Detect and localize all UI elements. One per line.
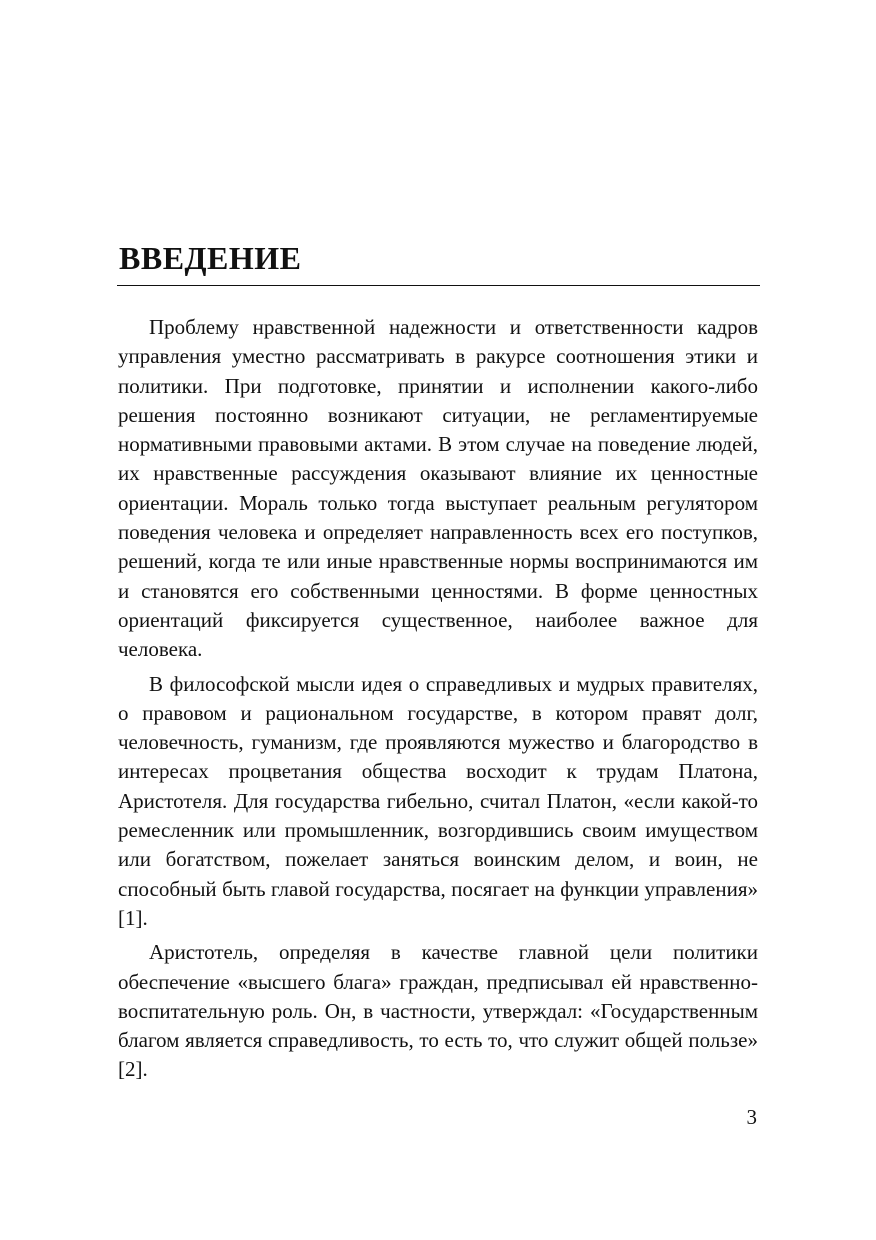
section-heading: ВВЕДЕНИЕ [119, 240, 302, 276]
page-number: 3 [746, 1105, 757, 1129]
heading-divider [117, 285, 760, 286]
paragraph: В философской мысли идея о справедливых и мудрых правителях, о правовом и рациональном государстве, в котором правят долг, человечность, гуманизм, где проявляются мужество и благородство в интересах процветания общества восходит к трудам Платона, Аристотеля. Для государства гибельно, считал Платон, «если какой-то ремесленник или промышленник, возгордившись своим имуществом или богатством, пожелает заняться воинским делом, и воин, не способный быть главой государства, посягает на функции управления» [1]. [118, 671, 758, 930]
body-text [118, 313, 758, 1090]
paragraph: Аристотель, определяя в качестве главной цели политики обеспечение «высшего блага» граждан, предписывал ей нравственно-воспитательную роль. Он, в частности, утверждал: «Государственным благом является справедливость, то есть то, что служит общей пользе» [2]. [118, 940, 758, 1082]
paragraph: Проблему нравственной надежности и ответственности кадров управления уместно рассматривать в ракурсе соотношения этики и политики. При подготовке, принятии и исполнении какого-либо решения постоянно возникают ситуации, не регламентируемые нормативными правовыми актами. В этом случае на поведение людей, их нравственные рассуждения оказывают влияние их ценностные ориентации. Мораль только тогда выступает реальным регулятором поведения человека и определяет направленность всех его поступков, решений, когда те или иные нравственные нормы воспринимаются им и становятся его собственными ценностями. В форме ценностных ориентаций фиксируется существенное, наиболее важное для человека. [118, 315, 758, 662]
